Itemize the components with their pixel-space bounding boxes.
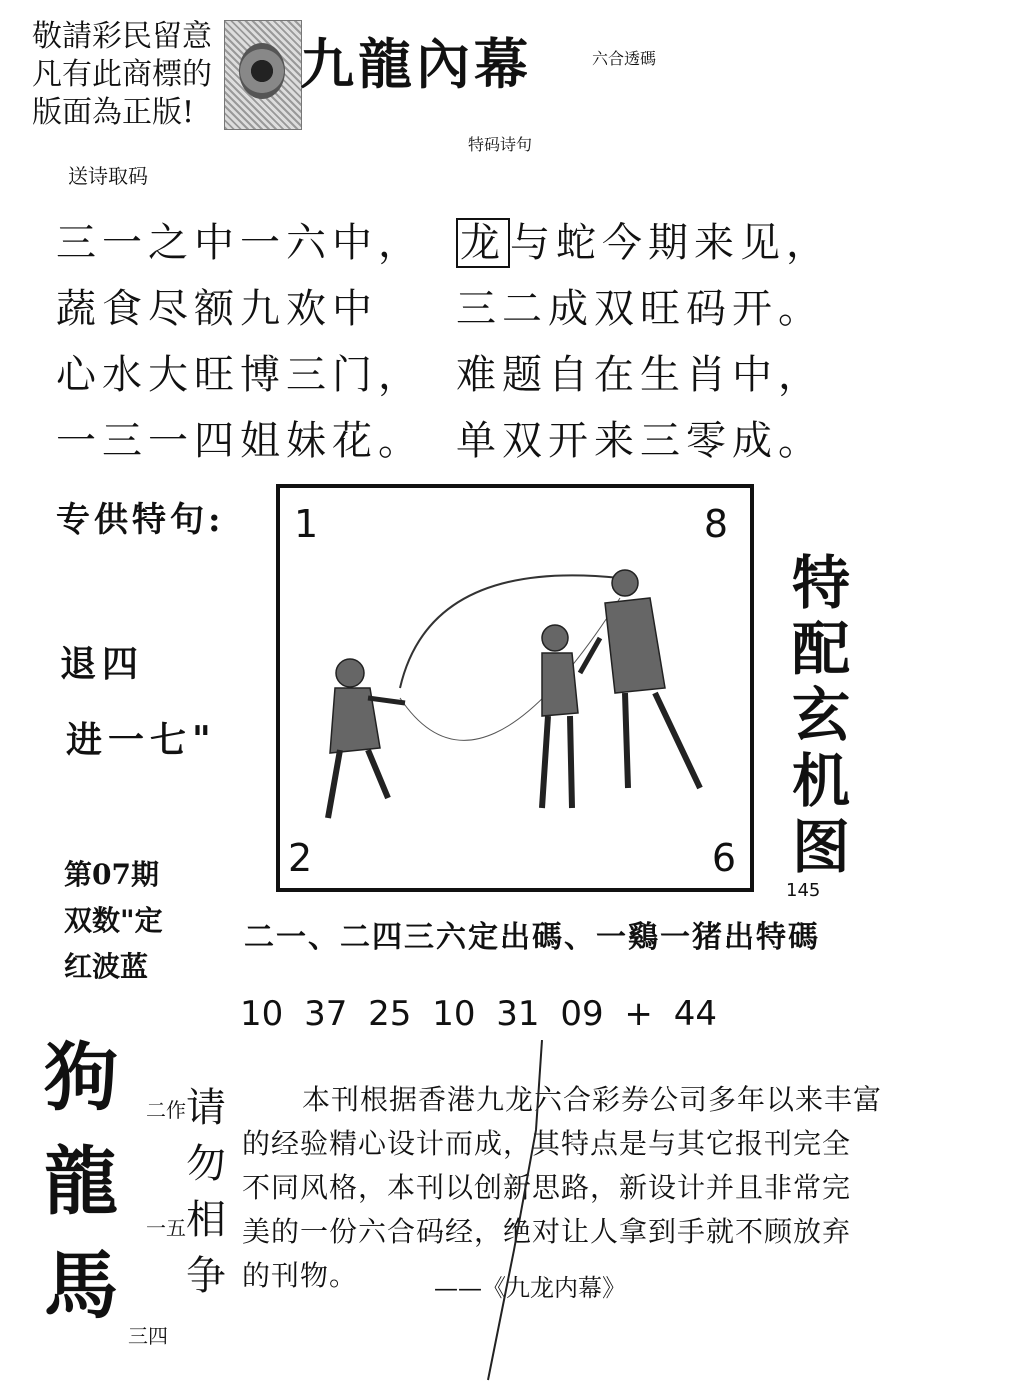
children-jumping-rope-illustration xyxy=(280,488,750,888)
animal-char: 龍 xyxy=(44,1139,118,1225)
figure-number: 145 xyxy=(786,880,821,901)
corner-number: 8 xyxy=(703,502,728,546)
brand-title: 九龍內幕 xyxy=(300,32,532,96)
figure-side-title xyxy=(786,550,856,880)
side-title-char: 配 xyxy=(791,615,850,683)
poem-line: 三二成双旺码开。 xyxy=(456,286,824,332)
brand-logo-icon xyxy=(224,20,302,130)
poem-right-column xyxy=(456,210,832,474)
poem-line: 难题自在生肖中， xyxy=(456,352,824,398)
paragraph-line: 美的一份六合码经，绝对让人拿到手就不顾放弃 xyxy=(242,1215,852,1248)
animal-note: 一五 xyxy=(146,1216,186,1240)
side-title-char: 机 xyxy=(791,747,850,815)
paragraph-line xyxy=(242,1078,892,1122)
authenticity-notice xyxy=(32,18,222,132)
poem-line: 一三一四姐妹花。 xyxy=(56,418,424,464)
side-title-char: 特 xyxy=(791,549,850,617)
vertical-char: 相 xyxy=(186,1197,226,1243)
period-line: 红波蓝 xyxy=(64,950,149,983)
poem-line: 单双开来三零成。 xyxy=(456,418,824,464)
period-info xyxy=(64,852,264,990)
vertical-char: 勿 xyxy=(186,1141,226,1187)
side-title-char: 玄 xyxy=(791,681,850,749)
animal-char: 馬 xyxy=(44,1243,118,1329)
corner-number: 6 xyxy=(711,836,736,880)
publication-signature: ——《九龙内幕》 xyxy=(434,1274,626,1302)
dont-compete-vertical xyxy=(186,1080,232,1304)
brand-subtitle: 六合透碼 xyxy=(592,49,657,68)
corner-number: 2 xyxy=(288,836,313,880)
poem-line xyxy=(456,210,832,276)
vertical-char: 争 xyxy=(186,1253,226,1299)
illustration-frame xyxy=(276,484,754,892)
number-sequence: 10 37 25 10 31 09 + 44 xyxy=(240,994,717,1034)
animal-char: 狗 xyxy=(44,1035,118,1121)
poem-left-column xyxy=(56,210,424,474)
header-caption: 特码诗句 xyxy=(468,135,533,154)
poem-line-rest: 与蛇今期来见， xyxy=(510,220,832,266)
boxed-character: 龙 xyxy=(456,218,510,268)
code-hint-line: 二一、二四三六定出碼、一鷄一猪出特碼 xyxy=(244,920,820,955)
poem-line: 心水大旺博三门， xyxy=(56,352,424,398)
animal-note: 二作 xyxy=(146,1098,186,1122)
special-label: 专供特句: xyxy=(56,500,225,540)
side-title-char: 图 xyxy=(791,813,850,881)
retreat-hint: 退四 xyxy=(60,643,145,685)
zodiac-animals xyxy=(44,1026,144,1338)
paragraph-line: 不同风格，本刊以创新思路，新设计并且非常完 xyxy=(242,1171,852,1204)
paragraph-line: 的经验精心设计而成，其特点是与其它报刊完全 xyxy=(242,1127,852,1160)
period-line: 双数"定 xyxy=(64,904,163,937)
paragraph-text: 本刊根据香港九龙六合彩券公司多年以来丰富 xyxy=(302,1083,883,1116)
advance-hint: 进一七" xyxy=(66,719,217,761)
paragraph-line: 的刊物。 xyxy=(242,1259,359,1292)
poem-line: 三一之中一六中， xyxy=(56,220,424,266)
vertical-char: 请 xyxy=(186,1085,226,1131)
handwritten-stroke xyxy=(470,1040,560,1390)
notice-line: 凡有此商標的 xyxy=(32,57,212,92)
corner-number: 1 xyxy=(294,502,319,546)
poem-line: 蔬食尽额九欢中 xyxy=(56,286,378,332)
description-paragraph xyxy=(242,1078,892,1298)
animal-note: 三四 xyxy=(128,1324,168,1348)
period-line: 第07期 xyxy=(64,858,159,891)
notice-line: 敬請彩民留意 xyxy=(32,19,212,54)
send-poem-label: 送诗取码 xyxy=(68,164,148,188)
notice-line: 版面為正版! xyxy=(32,95,195,130)
